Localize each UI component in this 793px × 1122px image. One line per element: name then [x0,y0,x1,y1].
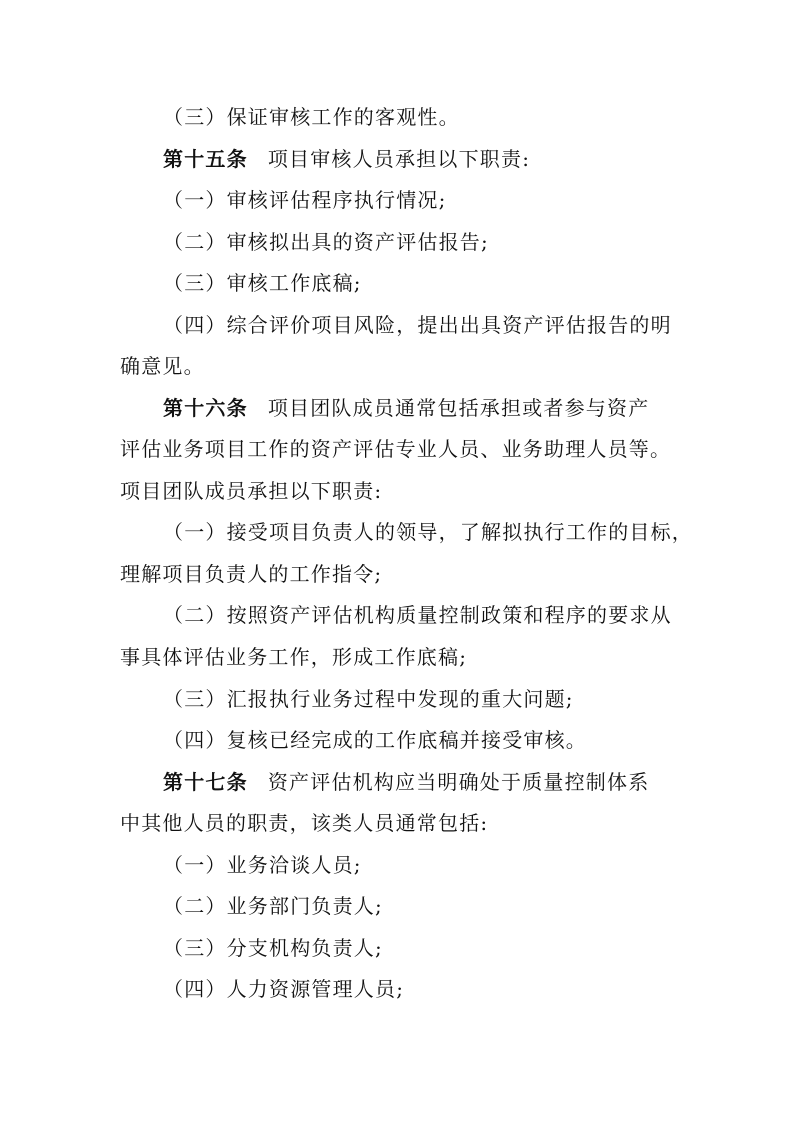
paragraph-line: （一）业务洽谈人员; [163,853,362,877]
article-number: 第十六条 [163,396,248,420]
paragraph-line: （一）接受项目负责人的领导，了解拟执行工作的目标， [163,520,693,544]
paragraph-line: （二）审核拟出具的资产评估报告; [163,230,489,254]
article-15-heading: 第十五条 项目审核人员承担以下职责: [163,147,531,171]
paragraph-line: （一）审核评估程序执行情况; [163,188,447,212]
paragraph-line: 评估业务项目工作的资产评估专业人员、业务助理人员等。 [120,437,672,461]
paragraph-line: 事具体评估业务工作，形成工作底稿; [120,645,468,669]
article-number: 第十七条 [163,770,248,794]
article-17-heading: 第十七条 资产评估机构应当明确处于质量控制体系 [163,770,650,794]
paragraph-line: （三）保证审核工作的客观性。 [163,105,460,129]
paragraph-line: 项目团队成员承担以下职责: [120,479,383,503]
paragraph-line: （三）审核工作底稿; [163,271,362,295]
article-16-heading: 第十六条 项目团队成员通常包括承担或者参与资产 [163,396,650,420]
paragraph-line: （二）按照资产评估机构质量控制政策和程序的要求从 [163,603,672,627]
article-number: 第十五条 [163,147,248,171]
paragraph-line: 确意见。 [120,354,205,378]
paragraph-line: （三）分支机构负责人; [163,936,383,960]
paragraph-line: 中其他人员的职责，该类人员通常包括: [120,811,489,835]
paragraph-line: （二）业务部门负责人; [163,894,383,918]
paragraph-line: （四）复核已经完成的工作底稿并接受审核。 [163,728,587,752]
paragraph-line: 理解项目负责人的工作指令; [120,562,383,586]
paragraph-line: （三）汇报执行业务过程中发现的重大问题; [163,687,574,711]
paragraph-line: （四）人力资源管理人员; [163,977,405,1001]
paragraph-line: （四）综合评价项目风险，提出出具资产评估报告的明 [163,313,672,337]
